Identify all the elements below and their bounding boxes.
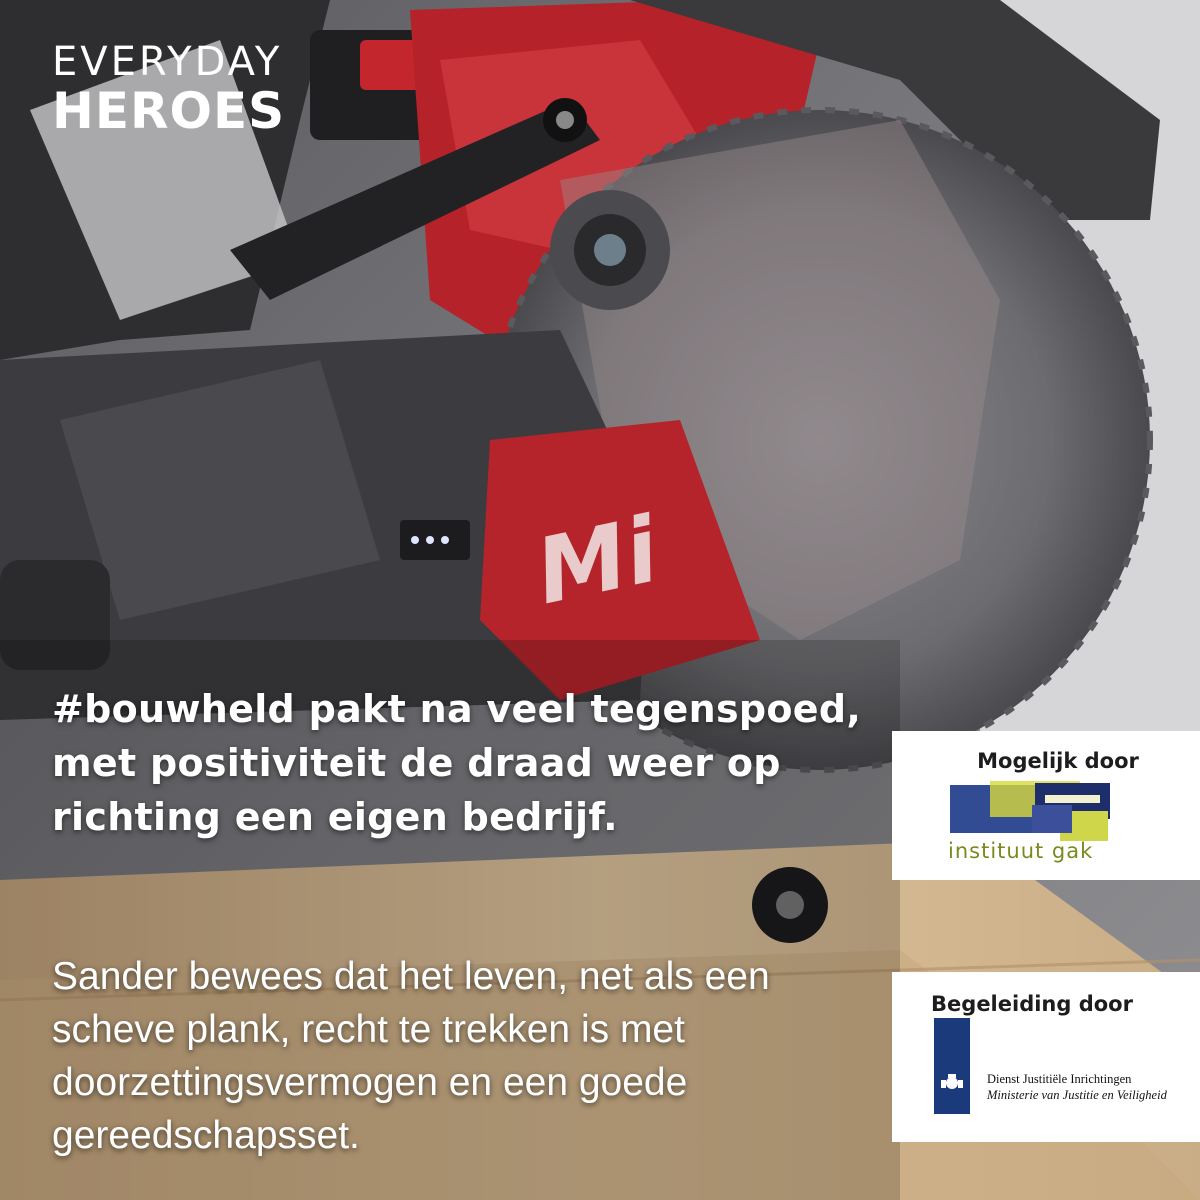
brand-line-everyday: EVERYDAY bbox=[52, 39, 283, 85]
instituut-gak-wordmark: instituut gak bbox=[948, 839, 1094, 863]
rijksoverheid-blue-bar bbox=[934, 1018, 970, 1114]
sponsor-gak-title: Mogelijk door bbox=[977, 749, 1139, 773]
headline: #bouwheld pakt na veel tegenspoed, met positiviteit de draad weer op richting een eigen bedrijf. bbox=[52, 687, 862, 839]
body-text: Sander bewees dat het leven, net als een scheve plank, recht te trekken is met doorzettingsvermogen en een goede gereedschapsset. bbox=[52, 955, 770, 1157]
rijkswapen-crest-icon bbox=[939, 1072, 965, 1094]
sponsor-card-gak bbox=[892, 731, 1200, 880]
brand-line-heroes: HEROES bbox=[52, 82, 286, 140]
brand-logo bbox=[52, 39, 286, 140]
svg-text:Mi: Mi bbox=[527, 497, 667, 626]
sponsor-card-dji bbox=[892, 972, 1200, 1142]
dji-org-name: Dienst Justitiële Inrichtingen bbox=[987, 1072, 1132, 1086]
sponsor-dji-title: Begeleiding door bbox=[931, 992, 1133, 1016]
dji-ministry-name: Ministerie van Justitie en Veiligheid bbox=[987, 1088, 1167, 1102]
